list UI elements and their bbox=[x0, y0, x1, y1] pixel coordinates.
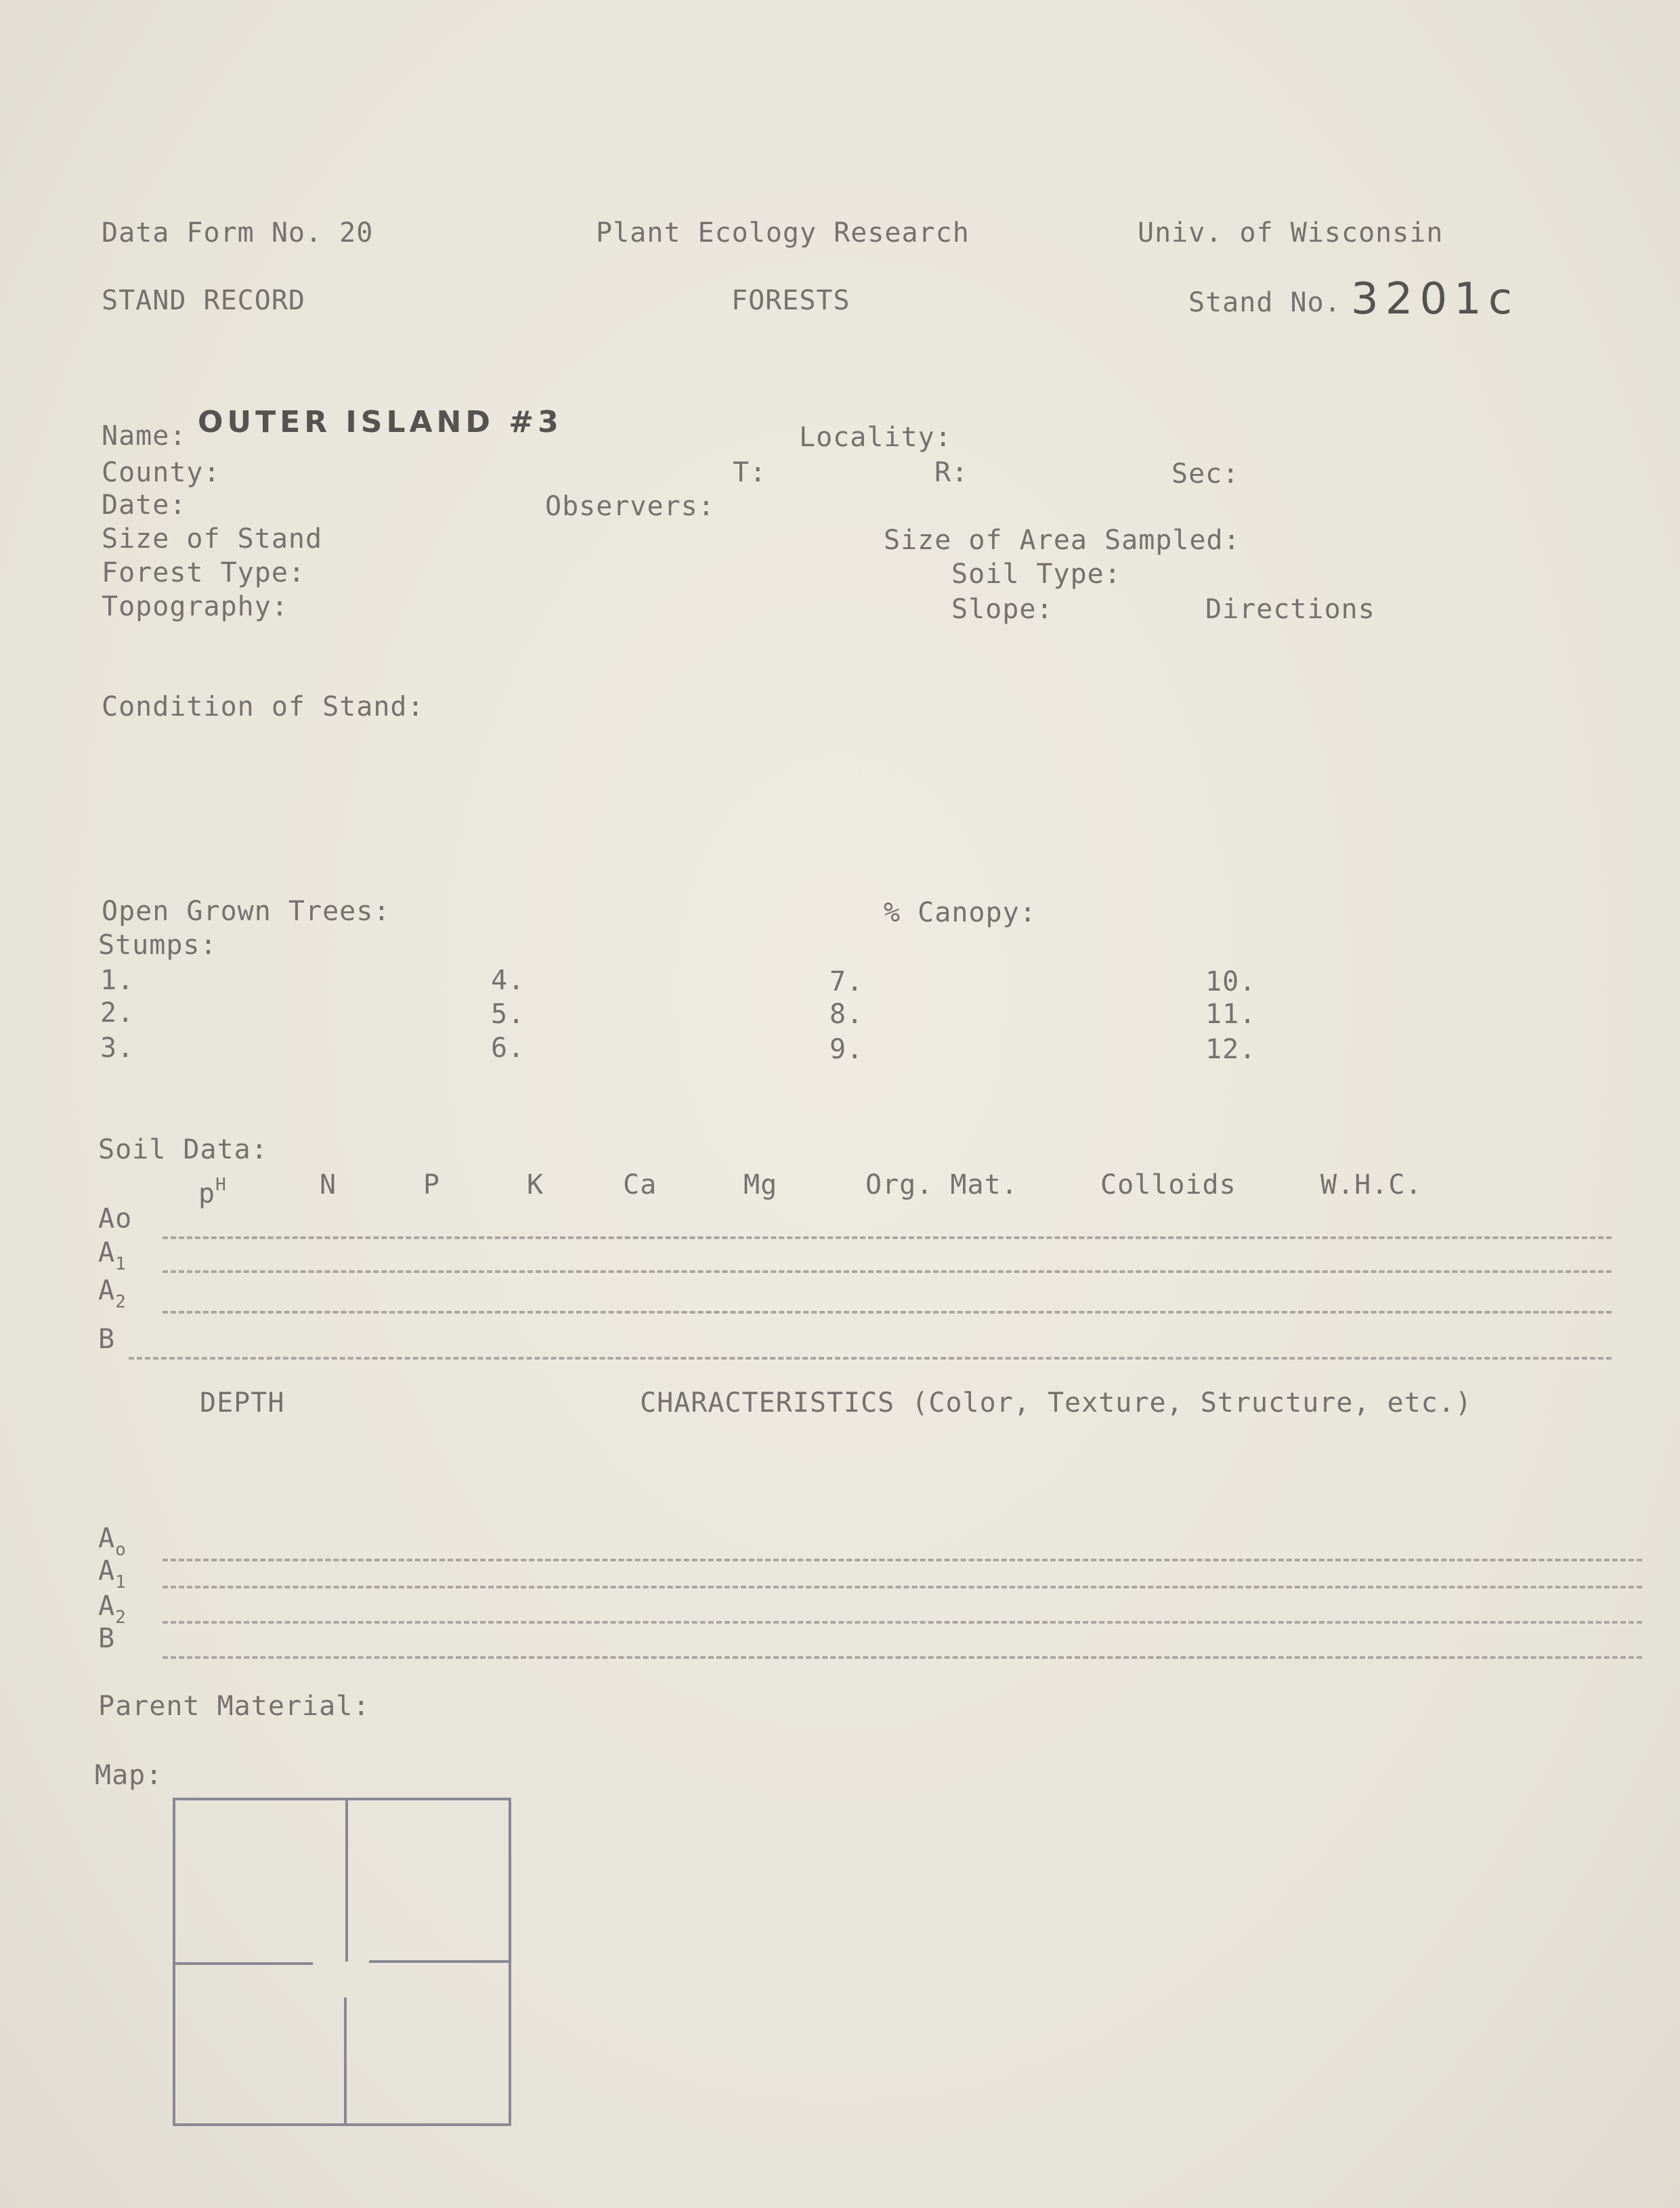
stump-12: 12. bbox=[1205, 1034, 1257, 1065]
col-k: K bbox=[527, 1169, 544, 1200]
horizon-ao: Ao bbox=[98, 1203, 133, 1234]
depth-horizon-ao: $A_o$ bbox=[98, 1523, 127, 1560]
soil-row-line-ao bbox=[163, 1236, 1612, 1239]
stumps-label: Stumps: bbox=[98, 930, 217, 961]
char-row-line-ao bbox=[163, 1559, 1642, 1561]
observers-label: Observers: bbox=[545, 491, 715, 522]
col-ph: $p^H$ bbox=[198, 1175, 227, 1209]
size-of-area-label: Size of Area Sampled: bbox=[884, 525, 1241, 556]
county-label: County: bbox=[102, 457, 221, 488]
depth-label: DEPTH bbox=[200, 1387, 285, 1419]
depth-horizon-b: B bbox=[98, 1623, 116, 1654]
size-of-stand-label: Size of Stand bbox=[102, 523, 323, 555]
university: Univ. of Wisconsin bbox=[1138, 217, 1444, 248]
char-row-line-b bbox=[163, 1656, 1642, 1659]
soil-type-label: Soil Type: bbox=[951, 559, 1121, 590]
horizon-b: B bbox=[98, 1324, 116, 1355]
col-mg: Mg bbox=[744, 1169, 778, 1200]
col-org-mat: Org. Mat. bbox=[865, 1169, 1018, 1200]
range-label: R: bbox=[934, 457, 969, 488]
map-grid-line bbox=[174, 1962, 313, 1965]
soil-row-line-a1 bbox=[163, 1270, 1612, 1273]
condition-label: Condition of Stand: bbox=[102, 691, 425, 722]
char-row-line-a2 bbox=[163, 1621, 1642, 1624]
depth-horizon-a1: $A_1$ bbox=[98, 1555, 127, 1593]
col-ca: Ca bbox=[623, 1169, 658, 1200]
stump-9: 9. bbox=[830, 1034, 864, 1065]
col-n: N bbox=[320, 1169, 337, 1200]
stump-7: 7. bbox=[830, 966, 864, 997]
stump-5: 5. bbox=[491, 999, 525, 1030]
date-label: Date: bbox=[102, 490, 187, 521]
topography-label: Topography: bbox=[102, 591, 288, 622]
horizon-a2: $A_2$ bbox=[98, 1275, 127, 1312]
parent-material-label: Parent Material: bbox=[98, 1691, 370, 1722]
soil-data-label: Soil Data: bbox=[98, 1134, 268, 1165]
horizon-a1: $A_1$ bbox=[98, 1237, 127, 1274]
map-grid-line bbox=[345, 1799, 348, 1962]
category: FORESTS bbox=[731, 285, 850, 316]
organization: Plant Ecology Research bbox=[596, 217, 970, 248]
stump-3: 3. bbox=[100, 1033, 135, 1064]
township-label: T: bbox=[733, 457, 767, 488]
stump-8: 8. bbox=[830, 999, 864, 1030]
stump-4: 4. bbox=[491, 965, 525, 996]
depth-horizon-a2: $A_2$ bbox=[98, 1590, 127, 1628]
slope-label: Slope: bbox=[951, 594, 1054, 625]
stump-11: 11. bbox=[1205, 999, 1257, 1030]
stand-number-value: 3201c bbox=[1351, 274, 1520, 324]
col-p: P bbox=[423, 1169, 441, 1200]
char-row-line-a1 bbox=[163, 1586, 1642, 1588]
open-grown-trees-label: Open Grown Trees: bbox=[102, 896, 391, 927]
locality-label: Locality: bbox=[799, 422, 952, 453]
characteristics-label: CHARACTERISTICS (Color, Texture, Structure, etc.) bbox=[640, 1387, 1473, 1419]
stump-2: 2. bbox=[100, 997, 135, 1029]
stump-6: 6. bbox=[491, 1033, 525, 1064]
map-grid-line bbox=[369, 1960, 511, 1963]
col-whc: W.H.C. bbox=[1320, 1169, 1423, 1200]
forest-type-label: Forest Type: bbox=[102, 557, 305, 588]
section-label: Sec: bbox=[1171, 458, 1240, 490]
map-label: Map: bbox=[95, 1760, 163, 1791]
stump-1: 1. bbox=[100, 965, 135, 996]
soil-row-line-a2 bbox=[163, 1311, 1612, 1314]
name-label: Name: bbox=[102, 420, 187, 452]
canopy-label: % Canopy: bbox=[884, 897, 1037, 928]
record-type: STAND RECORD bbox=[102, 285, 305, 316]
form-number: Data Form No. 20 bbox=[102, 217, 374, 248]
directions-label: Directions bbox=[1205, 594, 1375, 625]
map-grid-line bbox=[344, 1997, 347, 2126]
soil-row-line-b bbox=[129, 1357, 1612, 1360]
stump-10: 10. bbox=[1205, 966, 1257, 997]
name-value: OUTER ISLAND #3 bbox=[198, 405, 563, 439]
col-colloids: Colloids bbox=[1100, 1169, 1236, 1200]
stand-number-label: Stand No. bbox=[1188, 287, 1341, 318]
